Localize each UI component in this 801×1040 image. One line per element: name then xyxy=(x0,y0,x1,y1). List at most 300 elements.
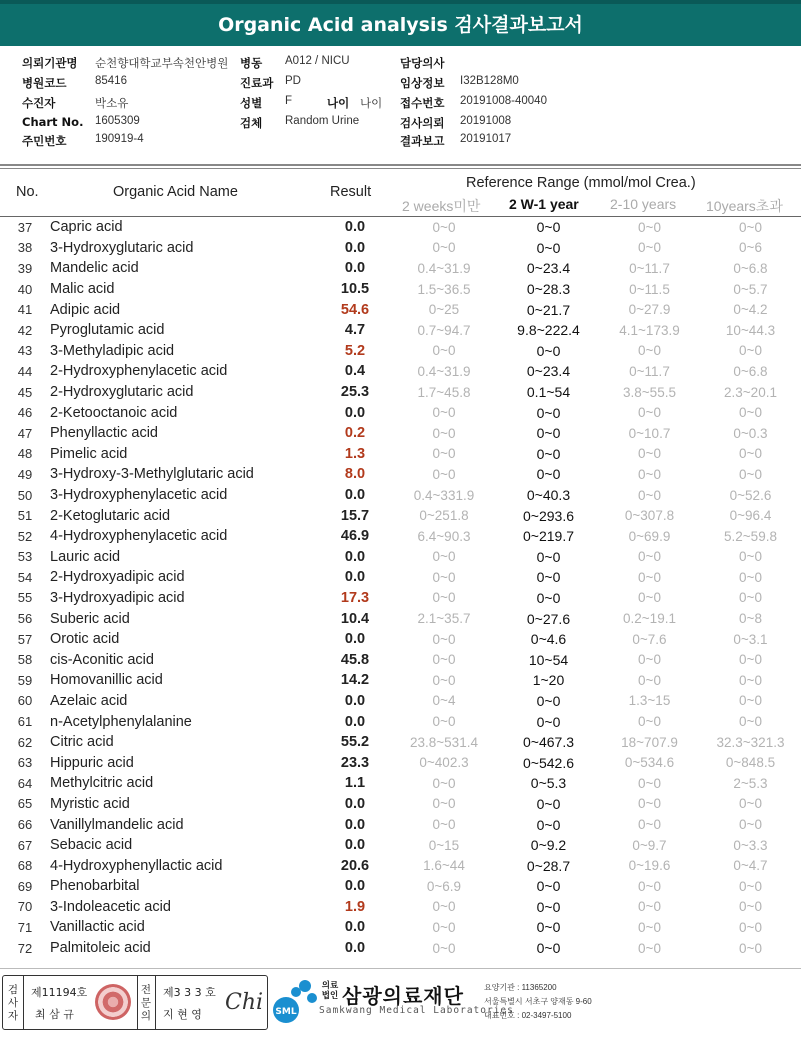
result-value: 1.1 xyxy=(344,775,366,792)
acid-name: Sebacic acid xyxy=(50,837,133,854)
range-2-10-years: 0~11.5 xyxy=(629,281,670,297)
range-2w-1-year: 0~40.3 xyxy=(526,487,571,504)
range-2w-1-year: 0~0 xyxy=(536,548,561,565)
range-under-2-weeks: 0~0 xyxy=(432,672,456,688)
row-number: 38 xyxy=(17,240,33,256)
acid-name: Pyroglutamic acid xyxy=(50,322,165,339)
range-over-10-years: 0~0 xyxy=(739,466,762,482)
range-under-2-weeks: 0~251.8 xyxy=(419,508,469,524)
table-row xyxy=(0,526,801,547)
acid-name: 3-Hydroxy-3-Methylglutaric acid xyxy=(50,466,254,483)
result-value: 0.0 xyxy=(344,919,366,936)
acid-name: Suberic acid xyxy=(50,610,130,627)
range-over-10-years: 0~0 xyxy=(739,219,762,235)
table-row xyxy=(0,608,801,629)
range-under-2-weeks: 0~0 xyxy=(432,940,456,956)
org-prefix: 의료법인 xyxy=(321,981,339,1001)
range-over-10-years: 0~6.8 xyxy=(733,363,768,379)
range-2w-1-year: 0~0 xyxy=(536,425,561,442)
range-over-10-years: 0~0 xyxy=(739,919,762,935)
range-2w-1-year: 0~9.2 xyxy=(530,837,567,854)
acid-name: Vanillactic acid xyxy=(50,919,145,936)
row-number: 71 xyxy=(17,919,33,935)
table-row xyxy=(0,258,801,279)
row-number: 46 xyxy=(17,405,33,421)
range-over-10-years: 0~0 xyxy=(739,652,762,668)
col-range-header: 2 weeks미만 xyxy=(402,198,481,214)
range-over-10-years: 0~848.5 xyxy=(725,755,776,771)
range-2-10-years: 0~7.6 xyxy=(632,631,667,647)
acid-name: 2-Hydroxyadipic acid xyxy=(50,569,185,586)
range-2w-1-year: 0~28.3 xyxy=(526,281,571,298)
acid-name: 3-Hydroxyglutaric acid xyxy=(50,239,194,256)
col-range-header: 10years초과 xyxy=(706,198,783,214)
col-result-header: Result xyxy=(330,184,372,200)
info-value: 나이 xyxy=(360,98,383,110)
info-label: 임상정보 xyxy=(400,76,445,90)
divider xyxy=(0,164,801,169)
info-label: 진료과 xyxy=(240,76,274,90)
range-under-2-weeks: 0.4~31.9 xyxy=(417,363,471,379)
result-value: 0.0 xyxy=(344,404,366,421)
result-value: 0.0 xyxy=(344,816,366,833)
range-2-10-years: 0~0 xyxy=(638,343,661,359)
info-label: Chart No. xyxy=(22,115,84,129)
range-under-2-weeks: 0~402.3 xyxy=(419,755,469,771)
range-under-2-weeks: 0~0 xyxy=(432,446,456,462)
range-2-10-years: 0~0 xyxy=(638,714,661,730)
result-value: 45.8 xyxy=(340,651,370,668)
range-over-10-years: 2.3~20.1 xyxy=(724,384,777,400)
acid-name: Azelaic acid xyxy=(50,692,128,709)
range-over-10-years: 0~8 xyxy=(739,611,762,627)
range-2-10-years: 0~0 xyxy=(638,569,661,585)
range-2w-1-year: 0~0 xyxy=(536,940,561,957)
range-2w-1-year: 0~0 xyxy=(536,919,561,936)
table-row xyxy=(0,320,801,341)
range-2-10-years: 0~0 xyxy=(638,878,661,894)
row-number: 69 xyxy=(17,878,33,894)
row-number: 37 xyxy=(17,219,33,235)
range-over-10-years: 0~0 xyxy=(739,796,762,812)
result-value: 8.0 xyxy=(344,466,366,483)
range-2-10-years: 0~0 xyxy=(638,817,661,833)
range-2-10-years: 0~0 xyxy=(638,446,661,462)
info-row xyxy=(0,95,801,113)
result-value: 0.0 xyxy=(344,878,366,895)
col-name-header: Organic Acid Name xyxy=(113,184,238,200)
range-2-10-years: 0~0 xyxy=(638,899,661,915)
row-number: 63 xyxy=(17,755,33,771)
info-value: 190919-4 xyxy=(95,133,144,145)
range-2-10-years: 0~534.6 xyxy=(624,755,675,771)
table-row xyxy=(0,299,801,320)
range-2w-1-year: 0~23.4 xyxy=(526,260,571,277)
table-row xyxy=(0,835,801,856)
range-under-2-weeks: 0~0 xyxy=(432,796,456,812)
table-row xyxy=(0,897,801,918)
range-under-2-weeks: 0~4 xyxy=(432,693,456,709)
range-2w-1-year: 10~54 xyxy=(528,651,569,668)
signer-name: 최 삼 규 xyxy=(35,1008,74,1021)
range-under-2-weeks: 0.4~331.9 xyxy=(413,487,475,503)
org-name-en: Samkwang Medical Laboratories xyxy=(319,1005,514,1016)
range-under-2-weeks: 6.4~90.3 xyxy=(417,528,471,544)
acid-name: Adipic acid xyxy=(50,301,121,318)
table-row xyxy=(0,670,801,691)
range-2-10-years: 0~10.7 xyxy=(628,425,671,441)
result-value: 0.0 xyxy=(344,260,366,277)
org-info-line: 대표번호 : 02-3497-5100 xyxy=(484,1011,572,1020)
range-under-2-weeks: 0~0 xyxy=(432,899,456,915)
range-2-10-years: 0~0 xyxy=(638,775,661,791)
result-value: 0.0 xyxy=(344,692,366,709)
info-value: Random Urine xyxy=(285,115,360,127)
info-label: 접수번호 xyxy=(400,96,445,110)
role-label: 검사자 xyxy=(7,984,19,1022)
range-2-10-years: 0~11.7 xyxy=(629,363,670,379)
range-over-10-years: 0~0 xyxy=(739,405,762,421)
table-row xyxy=(0,361,801,382)
range-2-10-years: 0~0 xyxy=(638,796,661,812)
result-value: 20.6 xyxy=(340,857,370,874)
info-label: 의뢰기관명 xyxy=(22,56,78,70)
info-value: 순천향대학교부속천안병원 xyxy=(95,58,229,70)
table-row xyxy=(0,917,801,938)
range-2w-1-year: 0~0 xyxy=(536,878,561,895)
row-number: 39 xyxy=(17,260,33,276)
range-over-10-years: 0~6.8 xyxy=(733,260,768,276)
info-row xyxy=(0,133,801,151)
range-2w-1-year: 0~0 xyxy=(536,692,561,709)
range-over-10-years: 0~0 xyxy=(739,446,762,462)
table-row xyxy=(0,588,801,609)
row-number: 55 xyxy=(17,590,33,606)
row-number: 61 xyxy=(17,714,33,730)
row-number: 70 xyxy=(17,899,33,915)
row-number: 42 xyxy=(17,322,33,338)
table-row xyxy=(0,567,801,588)
range-under-2-weeks: 0~0 xyxy=(432,466,456,482)
range-over-10-years: 0~0 xyxy=(739,693,762,709)
table-row xyxy=(0,464,801,485)
info-value: I32B128M0 xyxy=(460,75,519,87)
row-number: 40 xyxy=(17,281,33,297)
row-number: 52 xyxy=(17,528,33,544)
acid-name: Methylcitric acid xyxy=(50,775,154,792)
col-range-header: 2 W-1 year xyxy=(509,196,579,212)
logo-badge-text: SML xyxy=(275,1007,297,1017)
range-2-10-years: 1.3~15 xyxy=(628,693,671,709)
acid-name: 2-Ketoglutaric acid xyxy=(50,507,171,524)
acid-name: 3-Hydroxyadipic acid xyxy=(50,589,185,606)
result-value: 25.3 xyxy=(340,384,370,401)
info-label: 성별 xyxy=(240,96,263,110)
col-reference-header: Reference Range (mmol/mol Crea.) xyxy=(466,175,696,191)
result-value: 0.0 xyxy=(344,795,366,812)
signature-box xyxy=(2,975,268,1030)
range-2w-1-year: 0~0 xyxy=(536,795,561,812)
range-under-2-weeks: 0.7~94.7 xyxy=(417,322,471,338)
range-under-2-weeks: 0~0 xyxy=(432,405,456,421)
range-2w-1-year: 9.8~222.4 xyxy=(517,322,580,339)
range-2-10-years: 0~0 xyxy=(638,919,661,935)
range-under-2-weeks: 0.4~31.9 xyxy=(417,260,471,276)
row-number: 68 xyxy=(17,858,33,874)
range-over-10-years: 0~0.3 xyxy=(733,425,768,441)
results-table-body xyxy=(0,217,801,958)
info-label: 주민번호 xyxy=(22,134,67,148)
range-2-10-years: 0~0 xyxy=(638,405,661,421)
result-value: 5.2 xyxy=(344,342,366,359)
table-row xyxy=(0,649,801,670)
info-value: 20191017 xyxy=(460,133,512,145)
acid-name: Myristic acid xyxy=(50,795,130,812)
report-title: Organic Acid analysis 검사결과보고서 xyxy=(0,0,801,46)
range-2-10-years: 0~0 xyxy=(638,652,661,668)
result-value: 0.2 xyxy=(344,425,366,442)
info-value: 박소유 xyxy=(95,98,129,110)
result-value: 0.0 xyxy=(344,569,366,586)
row-number: 44 xyxy=(17,363,33,379)
acid-name: Phenyllactic acid xyxy=(50,425,158,442)
table-row xyxy=(0,876,801,897)
result-value: 46.9 xyxy=(340,528,370,545)
table-row xyxy=(0,279,801,300)
result-value: 1.3 xyxy=(344,445,366,462)
license-number: 제11194호 xyxy=(31,986,88,999)
result-value: 14.2 xyxy=(340,672,370,689)
table-row xyxy=(0,444,801,465)
acid-name: 3-Hydroxyphenylacetic acid xyxy=(50,487,228,504)
row-number: 50 xyxy=(17,487,33,503)
range-over-10-years: 0~0 xyxy=(739,672,762,688)
acid-name: Phenobarbital xyxy=(50,878,140,895)
range-2-10-years: 0~27.9 xyxy=(628,302,671,318)
range-2w-1-year: 0~293.6 xyxy=(523,507,574,524)
range-under-2-weeks: 0~0 xyxy=(432,425,456,441)
row-number: 62 xyxy=(17,734,33,750)
info-value: 20191008 xyxy=(460,115,512,127)
table-row xyxy=(0,711,801,732)
range-over-10-years: 0~0 xyxy=(739,878,762,894)
range-2-10-years: 0~0 xyxy=(638,466,661,482)
row-number: 59 xyxy=(17,672,33,688)
range-2w-1-year: 0~23.4 xyxy=(526,363,571,380)
result-value: 0.0 xyxy=(344,548,366,565)
range-over-10-years: 0~0 xyxy=(739,549,762,565)
table-row xyxy=(0,691,801,712)
range-under-2-weeks: 2.1~35.7 xyxy=(417,611,471,627)
range-2w-1-year: 0~21.7 xyxy=(526,301,571,318)
range-under-2-weeks: 23.8~531.4 xyxy=(410,734,478,750)
row-number: 66 xyxy=(17,817,33,833)
row-number: 72 xyxy=(17,940,33,956)
range-over-10-years: 0~0 xyxy=(739,817,762,833)
range-under-2-weeks: 0~25 xyxy=(428,302,460,318)
acid-name: 4-Hydroxyphenylacetic acid xyxy=(50,528,228,545)
org-info-line: 서울특별시 서초구 양재동 9-60 xyxy=(484,997,592,1006)
signer-name: 지 현 영 xyxy=(163,1008,202,1021)
info-label: 나이 xyxy=(327,96,350,110)
range-2w-1-year: 0~0 xyxy=(536,466,561,483)
table-row xyxy=(0,814,801,835)
range-2w-1-year: 0~0 xyxy=(536,404,561,421)
range-2w-1-year: 0~0 xyxy=(536,445,561,462)
range-2w-1-year: 0~467.3 xyxy=(523,734,574,751)
results-table xyxy=(0,217,801,958)
row-number: 56 xyxy=(17,611,33,627)
range-over-10-years: 0~0 xyxy=(739,899,762,915)
info-label: 담당의사 xyxy=(400,56,445,70)
result-value: 23.3 xyxy=(340,754,370,771)
acid-name: Capric acid xyxy=(50,219,123,236)
range-2w-1-year: 0~542.6 xyxy=(523,754,574,771)
range-2w-1-year: 0~0 xyxy=(536,713,561,730)
info-value: 20191008-40040 xyxy=(460,95,547,107)
acid-name: Citric acid xyxy=(50,734,114,751)
range-over-10-years: 32.3~321.3 xyxy=(716,734,785,750)
info-label: 결과보고 xyxy=(400,134,445,148)
info-value: A012 / NICU xyxy=(285,55,350,67)
result-value: 4.7 xyxy=(344,322,366,339)
range-over-10-years: 0~0 xyxy=(739,714,762,730)
sml-logo-icon xyxy=(272,978,320,1024)
info-label: 병동 xyxy=(240,56,263,70)
range-2-10-years: 0~11.7 xyxy=(629,260,670,276)
table-row xyxy=(0,341,801,362)
org-info-line: 요양기관 : 11365200 xyxy=(484,983,557,992)
range-2w-1-year: 0~27.6 xyxy=(526,610,571,627)
range-2-10-years: 0~0 xyxy=(638,672,661,688)
table-row xyxy=(0,773,801,794)
range-over-10-years: 0~4.2 xyxy=(733,302,768,318)
range-2-10-years: 0~0 xyxy=(638,240,661,256)
range-over-10-years: 0~3.1 xyxy=(733,631,768,647)
handwritten-signature: Chi xyxy=(225,990,264,1015)
range-2w-1-year: 0~0 xyxy=(536,898,561,915)
range-2-10-years: 0~19.6 xyxy=(628,858,671,874)
range-under-2-weeks: 0~0 xyxy=(432,919,456,935)
table-row xyxy=(0,423,801,444)
range-2w-1-year: 0~4.6 xyxy=(530,631,567,648)
info-value: 85416 xyxy=(95,75,127,87)
range-under-2-weeks: 0~0 xyxy=(432,569,456,585)
range-over-10-years: 0~0 xyxy=(739,343,762,359)
row-number: 48 xyxy=(17,446,33,462)
range-2w-1-year: 0~0 xyxy=(536,342,561,359)
row-number: 51 xyxy=(17,508,33,524)
row-number: 45 xyxy=(17,384,33,400)
result-value: 0.0 xyxy=(344,940,366,957)
acid-name: 2-Ketooctanoic acid xyxy=(50,404,178,421)
range-over-10-years: 0~0 xyxy=(739,940,762,956)
row-number: 58 xyxy=(17,652,33,668)
seal-stamp xyxy=(95,984,131,1020)
range-over-10-years: 0~0 xyxy=(739,569,762,585)
result-value: 0.0 xyxy=(344,239,366,256)
acid-name: 3-Methyladipic acid xyxy=(50,342,175,359)
range-2w-1-year: 0~0 xyxy=(536,816,561,833)
range-2-10-years: 0~0 xyxy=(638,940,661,956)
range-2-10-years: 0~0 xyxy=(638,549,661,565)
range-2-10-years: 18~707.9 xyxy=(621,734,678,750)
acid-name: 2-Hydroxyphenylacetic acid xyxy=(50,363,228,380)
table-row xyxy=(0,629,801,650)
range-over-10-years: 10~44.3 xyxy=(725,322,776,338)
result-value: 55.2 xyxy=(340,734,370,751)
row-number: 49 xyxy=(17,466,33,482)
row-number: 65 xyxy=(17,796,33,812)
divider xyxy=(23,976,24,1029)
patient-info xyxy=(0,55,801,155)
range-2w-1-year: 0~219.7 xyxy=(523,528,574,545)
info-label: 수진자 xyxy=(22,96,56,110)
info-value: PD xyxy=(285,75,301,87)
info-row xyxy=(0,115,801,133)
row-number: 53 xyxy=(17,549,33,565)
acid-name: Mandelic acid xyxy=(50,260,139,277)
range-over-10-years: 0~6 xyxy=(739,240,762,256)
range-under-2-weeks: 0~0 xyxy=(432,652,456,668)
range-under-2-weeks: 1.7~45.8 xyxy=(417,384,471,400)
range-2w-1-year: 0.1~54 xyxy=(526,384,571,401)
role-label: 전문의 xyxy=(140,984,152,1022)
table-row xyxy=(0,238,801,259)
result-value: 10.5 xyxy=(340,281,370,298)
range-2-10-years: 0~0 xyxy=(638,590,661,606)
acid-name: 4-Hydroxyphenyllactic acid xyxy=(50,857,223,874)
info-row xyxy=(0,55,801,73)
range-over-10-years: 0~96.4 xyxy=(729,508,772,524)
table-row xyxy=(0,732,801,753)
range-2-10-years: 0~0 xyxy=(638,487,661,503)
result-value: 54.6 xyxy=(340,301,370,318)
range-2-10-years: 0.2~19.1 xyxy=(623,611,676,627)
row-number: 47 xyxy=(17,425,33,441)
range-under-2-weeks: 0~15 xyxy=(428,837,460,853)
range-under-2-weeks: 0~0 xyxy=(432,549,456,565)
range-under-2-weeks: 0~0 xyxy=(432,590,456,606)
range-under-2-weeks: 1.6~44 xyxy=(423,858,465,874)
row-number: 60 xyxy=(17,693,33,709)
range-over-10-years: 5.2~59.8 xyxy=(724,528,777,544)
range-over-10-years: 0~4.7 xyxy=(733,858,768,874)
range-over-10-years: 0~3.3 xyxy=(733,837,768,853)
table-row xyxy=(0,217,801,238)
table-row xyxy=(0,938,801,959)
result-value: 15.7 xyxy=(340,507,370,524)
range-2w-1-year: 0~28.7 xyxy=(526,857,571,874)
result-value: 0.0 xyxy=(344,837,366,854)
range-2w-1-year: 0~5.3 xyxy=(530,775,567,792)
range-over-10-years: 2~5.3 xyxy=(733,775,768,791)
acid-name: Palmitoleic acid xyxy=(50,940,151,957)
table-row xyxy=(0,402,801,423)
row-number: 54 xyxy=(17,569,33,585)
range-under-2-weeks: 1.5~36.5 xyxy=(417,281,471,297)
acid-name: Hippuric acid xyxy=(50,754,134,771)
divider xyxy=(155,976,156,1029)
range-2w-1-year: 0~0 xyxy=(536,589,561,606)
info-row xyxy=(0,75,801,93)
range-under-2-weeks: 0~0 xyxy=(432,631,456,647)
acid-name: Homovanillic acid xyxy=(50,672,163,689)
result-value: 0.0 xyxy=(344,487,366,504)
range-over-10-years: 0~52.6 xyxy=(729,487,772,503)
acid-name: 2-Hydroxyglutaric acid xyxy=(50,384,194,401)
result-value: 0.0 xyxy=(344,713,366,730)
